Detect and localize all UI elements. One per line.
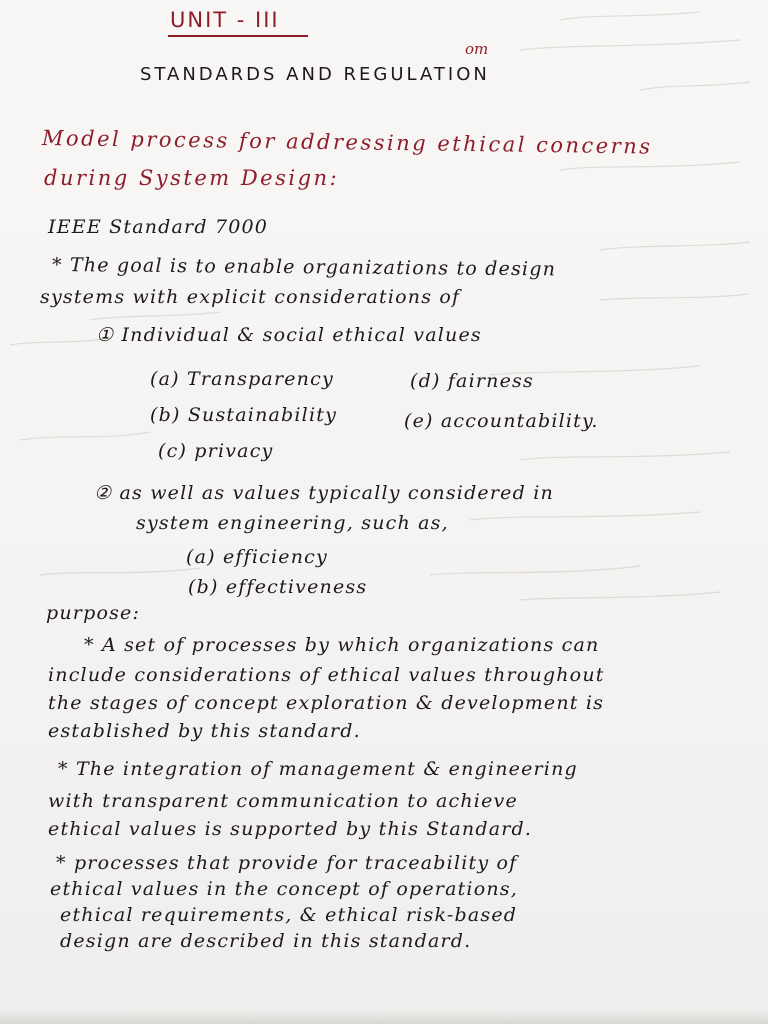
purpose-3-line-3: ethical requirements, & ethical risk-based <box>60 904 518 926</box>
purpose-3-line-4: design are described in this standard. <box>60 930 472 952</box>
value-item-2-line-1: ② as well as values typically considered in <box>94 482 554 504</box>
value-item-1: ① Individual & social ethical values <box>96 324 482 346</box>
purpose-1-line-1: * A set of processes by which organizations can <box>84 634 600 656</box>
section-heading-line-1: Model process for addressing ethical concerns <box>41 126 653 159</box>
unit-underline <box>168 35 308 37</box>
value-item-1e: (e) accountability. <box>404 410 599 432</box>
value-item-1b: (b) Sustainability <box>150 404 337 426</box>
value-item-2a: (a) efficiency <box>186 546 328 568</box>
margin-mark: om <box>465 40 489 58</box>
value-item-2b: (b) effectiveness <box>188 576 368 598</box>
purpose-1-line-3: the stages of concept exploration & development is <box>48 692 605 714</box>
chapter-title: STANDARDS AND REGULATION <box>140 64 490 85</box>
purpose-2-line-3: ethical values is supported by this Standard. <box>48 818 533 840</box>
goal-line-2: systems with explicit considerations of <box>40 286 461 308</box>
standard-name: IEEE Standard 7000 <box>48 216 269 238</box>
purpose-2-line-2: with transparent communication to achieve <box>48 790 518 812</box>
purpose-1-line-4: established by this standard. <box>48 720 361 742</box>
purpose-3-line-1: * processes that provide for traceability of <box>56 852 518 874</box>
purpose-2-line-1: * The integration of management & engineering <box>58 758 578 780</box>
page-bottom-shadow <box>0 1010 768 1024</box>
unit-heading: UNIT - III <box>170 8 280 32</box>
value-item-1d: (d) fairness <box>410 370 534 392</box>
purpose-3-line-2: ethical values in the concept of operations, <box>50 878 518 900</box>
value-item-1a: (a) Transparency <box>150 368 334 390</box>
value-item-2-line-2: system engineering, such as, <box>136 512 449 534</box>
section-heading-line-2: during System Design: <box>44 166 340 190</box>
value-item-1c: (c) privacy <box>158 440 274 462</box>
goal-line-1: * The goal is to enable organizations to design <box>51 254 557 281</box>
purpose-label: purpose: <box>46 602 141 624</box>
purpose-1-line-2: include considerations of ethical values throughout <box>48 664 605 686</box>
